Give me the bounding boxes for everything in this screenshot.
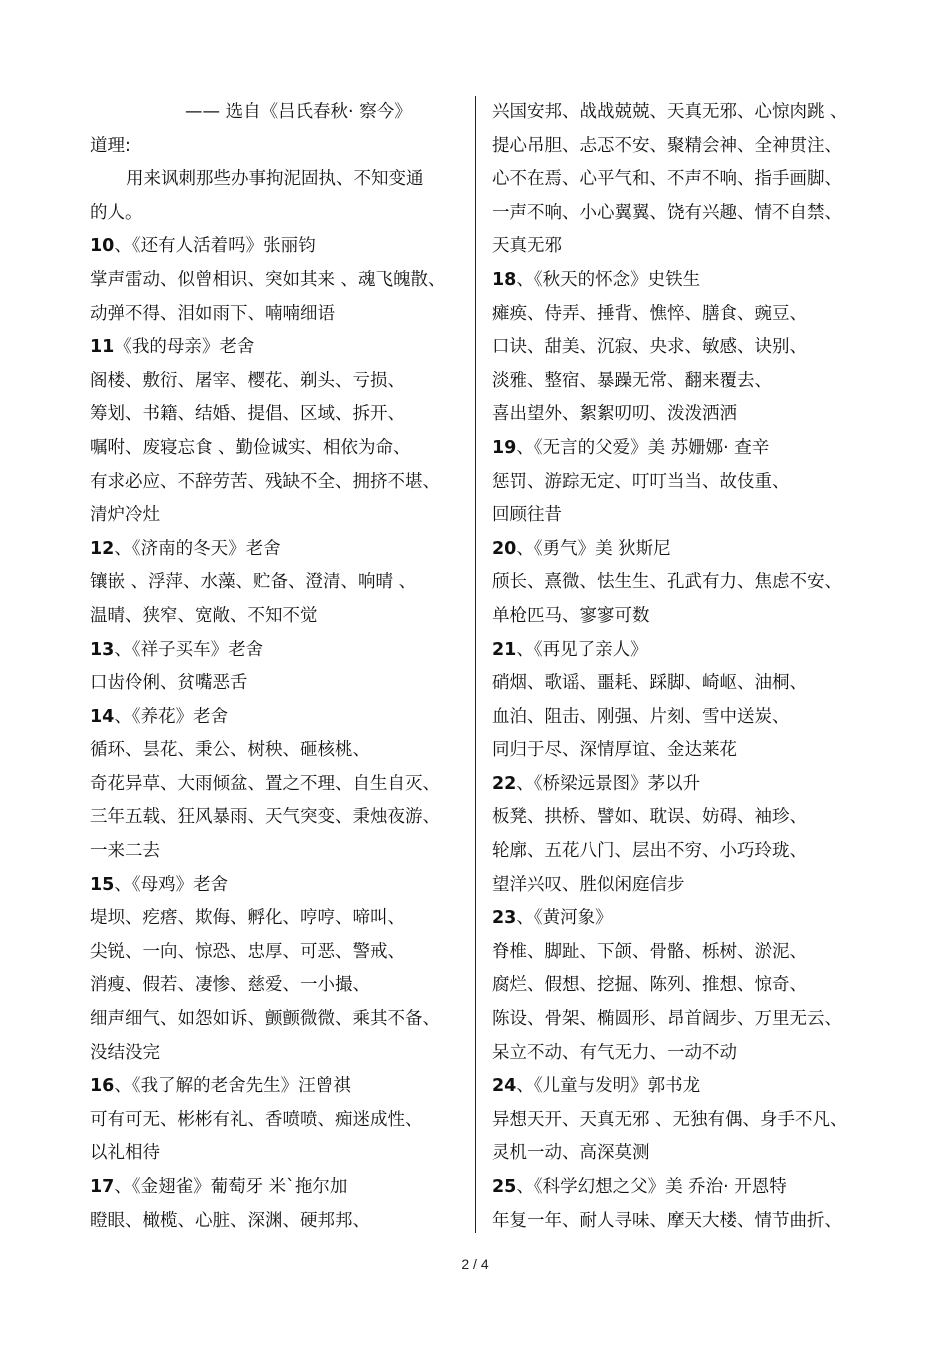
vocabulary-line: 硝烟、歌谣、噩耗、踩脚、崎岖、油桐、 xyxy=(492,673,807,694)
vocabulary-line: 脊椎、脚趾、下颌、骨骼、栎树、淤泥、 xyxy=(492,941,807,962)
lesson-heading xyxy=(90,869,462,903)
vocabulary-line: 同归于尽、深情厚谊、金达莱花 xyxy=(492,740,737,761)
lesson-number: 25 xyxy=(492,1177,517,1197)
lesson-heading xyxy=(90,1171,462,1205)
lesson-title: 、《济南的冬天》老舍 xyxy=(114,538,281,559)
lesson-number: 17 xyxy=(90,1177,115,1197)
vocabulary-line: 望洋兴叹、胜似闲庭信步 xyxy=(492,874,685,895)
page-number: 2 / 4 xyxy=(461,1256,489,1272)
vocabulary-line: 温晴、狭窄、宽敞、不知不觉 xyxy=(90,605,318,626)
vocabulary-line: 板凳、拱桥、譬如、耽误、妨碍、袖珍、 xyxy=(492,807,807,828)
right-column xyxy=(492,96,882,1238)
lesson-title: 、《母鸡》老舍 xyxy=(114,874,229,895)
lesson-heading xyxy=(492,533,882,567)
vocabulary-line: 天真无邪 xyxy=(492,236,562,257)
vocabulary-line: 镶嵌 、浮萍、水藻、贮备、澄清、响晴 、 xyxy=(90,572,417,593)
source-citation: —— 选自《吕氏春秋· 察今》 xyxy=(185,102,412,122)
vocabulary-line: 以礼相待 xyxy=(90,1143,160,1164)
lesson-title: 、《桥梁远景图》茅以升 xyxy=(516,773,701,794)
vocabulary-line: 腐烂、假想、挖掘、陈列、推想、惊奇、 xyxy=(492,975,807,996)
lesson-heading xyxy=(492,902,882,936)
vocabulary-line: 一来二去 xyxy=(90,841,160,862)
column-divider xyxy=(475,96,476,1233)
vocabulary-line: 阁楼、敷衍、屠宰、樱花、剃头、亏损、 xyxy=(90,370,405,391)
vocabulary-line: 可有可无、彬彬有礼、香喷喷、痴迷成性、 xyxy=(90,1109,423,1130)
lesson-title: 《我的母亲》老舍 xyxy=(114,337,255,358)
vocabulary-line: 心不在焉、心平气和、不声不响、指手画脚、 xyxy=(492,169,842,190)
vocabulary-line: 有求必应、不辞劳苦、残缺不全、拥挤不堪、 xyxy=(90,471,440,492)
lesson-title: 、《黄河象》 xyxy=(516,908,613,929)
vocabulary-line: 颀长、熹微、怯生生、孔武有力、焦虑不安、 xyxy=(492,572,842,593)
lesson-number: 19 xyxy=(492,437,517,458)
lesson-title: 、《再见了亲人》 xyxy=(516,639,648,660)
vocabulary-line: 循环、昙花、秉公、树秧、砸核桃、 xyxy=(90,740,370,761)
lesson-number: 22 xyxy=(492,773,517,794)
vocabulary-line: 淡雅、整宿、暴躁无常、翻来覆去、 xyxy=(492,370,772,391)
lesson-title: 、《科学幻想之父》美 乔治· 开恩特 xyxy=(516,1177,787,1197)
vocabulary-line: 血泊、阻击、刚强、片刻、雪中送炭、 xyxy=(492,706,790,727)
vocabulary-line: 奇花异草、大雨倾盆、置之不理、自生自灭、 xyxy=(90,773,440,794)
lesson-number: 12 xyxy=(90,538,115,559)
lesson-number: 14 xyxy=(90,706,115,727)
lesson-number: 20 xyxy=(492,538,517,559)
vocabulary-line: 年复一年、耐人寻味、摩天大楼、情节曲折、 xyxy=(492,1210,842,1231)
lesson-heading xyxy=(492,432,882,466)
vocabulary-line: 呆立不动、有气无力、一动不动 xyxy=(492,1042,737,1063)
vocabulary-line: 没结没完 xyxy=(90,1042,160,1063)
lesson-heading xyxy=(90,230,462,264)
lesson-heading xyxy=(90,634,462,668)
lesson-title: 、《秋天的怀念》史铁生 xyxy=(516,269,701,290)
lesson-number: 13 xyxy=(90,639,115,660)
vocabulary-line: 三年五载、狂风暴雨、天气突变、秉烛夜游、 xyxy=(90,807,440,828)
lesson-number: 24 xyxy=(492,1076,517,1097)
lesson-heading xyxy=(492,264,882,298)
lesson-heading xyxy=(90,1070,462,1104)
vocabulary-line: 单枪匹马、寥寥可数 xyxy=(492,605,650,626)
lesson-title: 、《祥子买车》老舍 xyxy=(114,639,264,660)
vocabulary-line: 筹划、书籍、结婚、提倡、区域、拆开、 xyxy=(90,404,405,425)
vocabulary-line: 瞪眼、橄榄、心脏、深渊、硬邦邦、 xyxy=(90,1210,370,1231)
vocabulary-line: 细声细气、如怨如诉、颤颤微微、乘其不备、 xyxy=(90,1009,440,1030)
lesson-title: 、《勇气》美 狄斯尼 xyxy=(516,538,671,559)
lesson-number: 11 xyxy=(90,337,115,358)
lesson-title: 、《养花》老舍 xyxy=(114,706,229,727)
explanation-text: 用来讽刺那些办事拘泥固执、不知变通 xyxy=(126,169,424,190)
vocabulary-line: 一声不响、小心翼翼、饶有兴趣、情不自禁、 xyxy=(492,202,842,223)
vocabulary-line: 提心吊胆、忐忑不安、聚精会神、全神贯注、 xyxy=(492,135,842,156)
vocabulary-line: 消瘦、假若、凄惨、慈爱、一小撮、 xyxy=(90,975,370,996)
lesson-title: 、《无言的父爱》美 苏姗娜· 查辛 xyxy=(516,437,770,458)
lesson-number: 21 xyxy=(492,639,517,660)
vocabulary-line: 回顾往昔 xyxy=(492,505,562,526)
lesson-heading xyxy=(90,533,462,567)
vocabulary-line: 惩罚、游踪无定、叮叮当当、故伎重、 xyxy=(492,471,790,492)
vocabulary-line: 动弹不得、泪如雨下、喃喃细语 xyxy=(90,303,335,324)
vocabulary-line: 尖锐、一向、惊恐、忠厚、可恶、警戒、 xyxy=(90,941,405,962)
vocabulary-line: 瘫痪、侍弄、捶背、憔悴、膳食、豌豆、 xyxy=(492,303,807,324)
vocabulary-line: 清炉冷灶 xyxy=(90,505,160,526)
left-column xyxy=(90,96,462,1238)
vocabulary-line: 掌声雷动、似曾相识、突如其来 、魂飞魄散、 xyxy=(90,269,446,290)
lesson-heading xyxy=(492,1171,882,1205)
lesson-heading xyxy=(90,701,462,735)
vocabulary-line: 灵机一动、高深莫测 xyxy=(492,1143,650,1164)
vocabulary-line: 喜出望外、絮絮叨叨、泼泼洒洒 xyxy=(492,404,737,425)
lesson-title: 、《还有人活着吗》张丽钧 xyxy=(114,236,316,257)
vocabulary-line: 异想天开、天真无邪 、无独有偶、身手不凡、 xyxy=(492,1109,848,1130)
vocabulary-line: 道理: xyxy=(90,135,131,156)
vocabulary-line: 口齿伶俐、贫嘴恶舌 xyxy=(90,673,248,694)
lesson-title: 、《儿童与发明》郭书龙 xyxy=(516,1076,701,1097)
lesson-heading xyxy=(492,1070,882,1104)
lesson-title: 、《我了解的老舍先生》汪曾祺 xyxy=(114,1076,351,1097)
lesson-number: 16 xyxy=(90,1076,115,1097)
lesson-number: 23 xyxy=(492,908,517,929)
lesson-heading xyxy=(492,768,882,802)
vocabulary-line: 陈设、骨架、椭圆形、昂首阔步、万里无云、 xyxy=(492,1009,842,1030)
vocabulary-line: 嘱咐、废寝忘食 、勤俭诚实、相依为命、 xyxy=(90,437,411,458)
vocabulary-line: 口诀、甜美、沉寂、央求、敏感、诀别、 xyxy=(492,337,807,358)
lesson-title: 、《金翅雀》葡萄牙 米`拖尔加 xyxy=(114,1177,348,1197)
lesson-number: 18 xyxy=(492,269,517,290)
vocabulary-line: 的人。 xyxy=(90,202,143,223)
lesson-heading xyxy=(492,634,882,668)
lesson-heading xyxy=(90,331,462,365)
lesson-number: 15 xyxy=(90,874,115,895)
vocabulary-line: 堤坝、疙瘩、欺侮、孵化、哼哼、啼叫、 xyxy=(90,908,405,929)
vocabulary-line: 兴国安邦、战战兢兢、天真无邪、心惊肉跳 、 xyxy=(492,102,848,122)
lesson-number: 10 xyxy=(90,236,115,257)
vocabulary-line: 轮廓、五花八门、层出不穷、小巧玲珑、 xyxy=(492,841,807,862)
